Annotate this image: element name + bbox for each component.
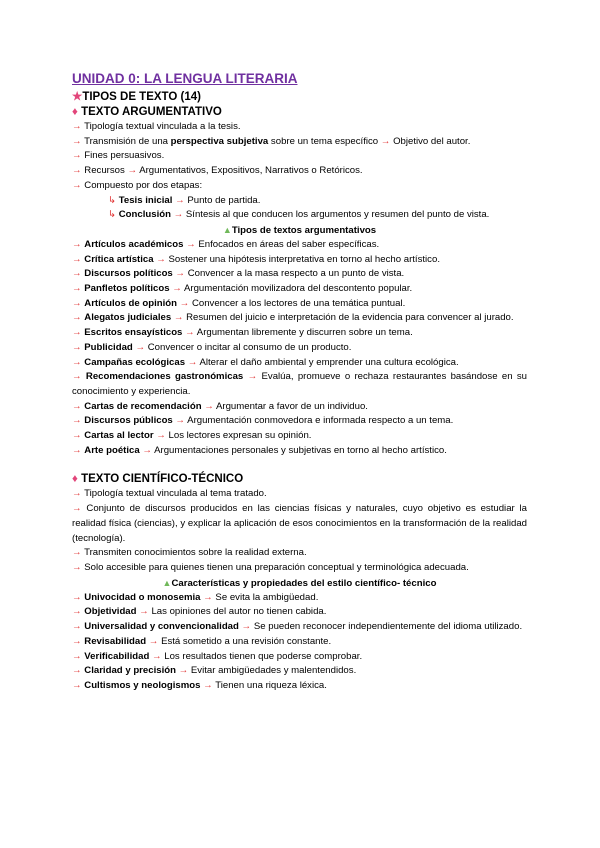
- types-heading-text: Tipos de textos argumentativos: [231, 224, 377, 236]
- arrow-icon: →: [201, 400, 216, 412]
- arg-heading-text: TEXTO ARGUMENTATIVO: [81, 106, 222, 118]
- arrow-icon: →: [136, 606, 152, 618]
- arrow-icon: →: [72, 121, 85, 132]
- feature-item: [72, 620, 527, 635]
- argument-type-item: [72, 400, 527, 415]
- feature-item: [72, 650, 527, 665]
- arrow-icon: →: [177, 297, 192, 309]
- arrow-icon: →: [72, 606, 85, 618]
- argument-type-item-text: Sostener una hipótesis interpretativa en torno al hecho artístico.: [168, 253, 440, 265]
- feature-item: [72, 635, 527, 650]
- argument-type-item-text: Los lectores expresan su opinión.: [168, 430, 312, 442]
- feature-item-label: Revisabilidad: [84, 635, 147, 647]
- argument-type-item-label: Panfletos políticos: [84, 283, 170, 295]
- arrow-icon: →: [169, 283, 184, 295]
- arg-point-text: Argumentativos, Expositivos, Narrativos o Retóricos.: [139, 165, 363, 177]
- stage-text: Punto de partida.: [187, 194, 261, 206]
- argument-type-item: [72, 326, 527, 341]
- features-heading-text: Características y propiedades del estilo científico- técnico: [171, 577, 437, 589]
- document-page: [72, 70, 527, 694]
- arrow-icon: →: [171, 312, 187, 324]
- arrow-icon: →: [72, 356, 85, 368]
- argument-type-item-text: Enfocados en áreas del saber específicas.: [198, 238, 380, 250]
- argument-type-item: [72, 429, 527, 444]
- arg-point: [72, 149, 527, 164]
- feature-item: [72, 664, 527, 679]
- ct-point-text: Tipología textual vinculada al tema tratado.: [84, 488, 267, 500]
- arrow-icon: →: [153, 253, 169, 265]
- arrow-icon: →: [72, 503, 87, 515]
- argument-type-item: [72, 370, 527, 399]
- argument-type-item-label: Artículos académicos: [84, 238, 184, 250]
- star-icon: ★: [72, 91, 83, 103]
- arrow-icon: →: [72, 679, 85, 691]
- argument-type-item: [72, 414, 527, 429]
- arrow-icon: →: [72, 547, 85, 559]
- arrow-icon: →: [72, 444, 85, 456]
- argument-type-item: [72, 253, 527, 268]
- triangle-icon: ▲: [222, 224, 232, 235]
- argument-type-item-label: Escritos ensayísticos: [84, 327, 183, 339]
- argument-type-item-text: Argumentan libremente y discurren sobre un tema.: [196, 327, 413, 339]
- argument-type-item-text: Argumentación movilizadora del descontento popular.: [183, 283, 413, 295]
- types-subheading: [72, 223, 527, 238]
- ct-point-text: Transmiten conocimientos sobre la realidad externa.: [84, 547, 307, 559]
- section-heading-cientifico: [72, 472, 527, 487]
- sub-arrow-icon: ↳: [108, 194, 119, 206]
- argument-type-item-text: Argumentación conmovedora e informada respecto a un tema.: [187, 415, 454, 427]
- arrow-icon: →: [72, 561, 85, 573]
- diamond-icon: ♦: [72, 473, 82, 486]
- arrow-icon: →: [185, 356, 200, 368]
- arrow-icon: →: [380, 135, 394, 147]
- feature-item: [72, 679, 527, 694]
- arrow-icon: →: [72, 135, 85, 147]
- arg-point-text: sobre un tema específico: [268, 135, 381, 147]
- argument-type-item-label: Cartas al lector: [84, 430, 154, 442]
- types-list: [72, 238, 527, 459]
- stage-item: [72, 194, 527, 209]
- arrow-icon: →: [149, 650, 165, 662]
- arrow-icon: →: [72, 297, 85, 309]
- argument-type-item-text: Convencer a los lectores de una temática puntual.: [191, 297, 406, 309]
- ct-heading-text: TEXTO CIENTÍFICO-TÉCNICO: [81, 473, 244, 486]
- argument-type-item-text: Argumentaciones personales y subjetivas en torno al hecho artístico.: [154, 444, 447, 456]
- arg-point: [72, 120, 527, 135]
- arrow-icon: →: [72, 400, 85, 412]
- arrow-icon: →: [72, 268, 85, 280]
- argument-type-item-text: Resumen del juicio e interpretación de la evidencia para convencer al jurado.: [186, 312, 514, 324]
- ct-point-text: Solo accesible para quienes tienen una preparación conceptual y terminológica adecuada.: [84, 561, 469, 573]
- feature-item-text: Se pueden reconocer independientemente del idioma utilizado.: [253, 621, 523, 633]
- feature-item-label: Claridad y precisión: [84, 665, 176, 677]
- feature-item-text: Se evita la ambigüedad.: [215, 591, 319, 603]
- argument-type-item: [72, 267, 527, 282]
- argument-type-item-label: Alegatos judiciales: [84, 312, 172, 324]
- arg-point-text: Fines persuasivos.: [84, 150, 165, 162]
- arrow-icon: →: [172, 268, 188, 280]
- diamond-icon: ♦: [72, 106, 82, 118]
- arrow-icon: →: [173, 209, 184, 221]
- features-list: [72, 591, 527, 694]
- arrow-icon: →: [72, 665, 85, 677]
- section-heading-argumentativo: [72, 105, 527, 120]
- arg-point: [72, 164, 527, 179]
- arg-point-text: Tipología textual vinculada a la tesis.: [84, 121, 241, 132]
- ct-point: [72, 546, 527, 561]
- arg-point-bold: perspectiva subjetiva: [170, 135, 269, 147]
- argument-type-item-text: Argumentar a favor de un individuo.: [215, 400, 368, 412]
- argument-type-item: [72, 297, 527, 312]
- argument-type-item: [72, 444, 527, 459]
- argument-type-item: [72, 341, 527, 356]
- argument-type-item-text: Convencer a la masa respecto a un punto de vista.: [187, 268, 405, 280]
- feature-item: [72, 591, 527, 606]
- feature-item-label: Univocidad o monosemia: [84, 591, 201, 603]
- arrow-icon: →: [72, 179, 85, 191]
- arrow-icon: →: [243, 371, 262, 383]
- arrow-icon: →: [200, 591, 216, 603]
- feature-item-label: Verificabilidad: [84, 650, 150, 662]
- arrow-icon: →: [175, 194, 185, 206]
- argument-type-item-label: Arte poética: [84, 444, 140, 456]
- arg-point-text: Transmisión de una: [84, 135, 171, 147]
- argument-type-item-label: Artículos de opinión: [84, 297, 178, 309]
- arrow-icon: →: [72, 341, 85, 353]
- arrow-icon: →: [72, 488, 85, 500]
- arrow-icon: →: [153, 430, 169, 442]
- arrow-icon: →: [72, 150, 85, 162]
- arrow-icon: →: [72, 371, 86, 383]
- argument-type-item: [72, 282, 527, 297]
- arrow-icon: →: [172, 415, 188, 427]
- stage-label: Conclusión: [118, 209, 171, 221]
- arrow-icon: →: [72, 430, 85, 442]
- features-subheading: [72, 576, 527, 591]
- arrow-icon: →: [132, 341, 148, 353]
- arrow-icon: →: [72, 253, 85, 265]
- arrow-icon: →: [175, 665, 191, 677]
- argument-type-item-text: Alterar el daño ambiental y emprender una cultura ecológica.: [199, 356, 459, 368]
- argument-type-item-label: Cartas de recomendación: [84, 400, 202, 412]
- triangle-icon: ▲: [162, 577, 172, 588]
- argument-type-item-label: Recomendaciones gastronómicas: [85, 371, 244, 383]
- arrow-icon: →: [72, 591, 85, 603]
- argument-type-item: [72, 238, 527, 253]
- feature-item-label: Universalidad y convencionalidad: [84, 621, 239, 633]
- section-heading-tipos: [72, 90, 527, 105]
- arrow-icon: →: [72, 635, 85, 647]
- arrow-icon: →: [139, 444, 155, 456]
- ct-point: [72, 487, 527, 502]
- page-title: UNIDAD 0: LA LENGUA LITERARIA: [72, 71, 298, 86]
- arrow-icon: →: [238, 621, 254, 633]
- arg-point-text: Objetivo del autor.: [393, 135, 471, 147]
- feature-item-label: Objetividad: [84, 606, 137, 618]
- argument-type-item-label: Crítica artística: [84, 253, 154, 265]
- arg-point: [72, 135, 527, 150]
- feature-item-text: Las opiniones del autor no tienen cabida.: [151, 606, 327, 618]
- arrow-icon: →: [72, 312, 85, 324]
- arrow-icon: →: [200, 679, 216, 691]
- ct-point: [72, 561, 527, 576]
- arg-point-text: Recursos: [84, 165, 128, 177]
- stage-label: Tesis inicial: [118, 194, 173, 206]
- stage-item: [72, 208, 527, 223]
- arrow-icon: →: [183, 238, 199, 250]
- argument-type-item-label: Publicidad: [84, 341, 133, 353]
- arrow-icon: →: [72, 238, 85, 250]
- arg-point-text: Compuesto por dos etapas:: [84, 179, 203, 191]
- feature-item-text: Está sometido a una revisión constante.: [161, 635, 332, 647]
- feature-item-label: Cultismos y neologismos: [84, 679, 201, 691]
- arrow-icon: →: [127, 165, 140, 177]
- feature-item-text: Los resultados tienen que poderse comprobar.: [164, 650, 363, 662]
- arrow-icon: →: [182, 327, 197, 339]
- feature-item-text: Evitar ambigüedades y malentendidos.: [190, 665, 357, 677]
- arrow-icon: →: [72, 621, 85, 633]
- ct-point-text: Conjunto de discursos producidos en las ciencias físicas y naturales, cuyo objetivo es estudiar la realidad física (ciencias), y explicar la aplicación de esos conocimientos en la transformación de la realidad (tecnología).: [72, 503, 527, 544]
- arrow-icon: →: [146, 635, 162, 647]
- argument-type-item-label: Campañas ecológicas: [84, 356, 186, 368]
- argument-type-item-label: Discursos públicos: [84, 415, 173, 427]
- arrow-icon: →: [72, 165, 85, 177]
- feature-item-text: Tienen una riqueza léxica.: [215, 679, 327, 691]
- argument-type-item: [72, 311, 527, 326]
- ct-points-list: [72, 487, 527, 575]
- arg-point: [72, 179, 527, 194]
- arrow-icon: →: [72, 415, 85, 427]
- argument-type-item-text: Evalúa, promueve o rechaza restaurantes basándose en su conocimiento y experiencia.: [72, 371, 527, 397]
- arrow-icon: →: [72, 327, 85, 339]
- arrow-icon: →: [72, 650, 85, 662]
- sub-arrow-icon: ↳: [108, 209, 119, 221]
- feature-item: [72, 605, 527, 620]
- arrow-icon: →: [72, 283, 85, 295]
- ct-point: [72, 502, 527, 546]
- argument-type-item-text: Convencer o incitar al consumo de un producto.: [147, 341, 352, 353]
- argument-type-item-label: Discursos políticos: [84, 268, 173, 280]
- stage-text: Síntesis al que conducen los argumentos y resumen del punto de vista.: [185, 209, 490, 221]
- argument-type-item: [72, 356, 527, 371]
- tipos-heading-text: TIPOS DE TEXTO (14): [82, 91, 201, 103]
